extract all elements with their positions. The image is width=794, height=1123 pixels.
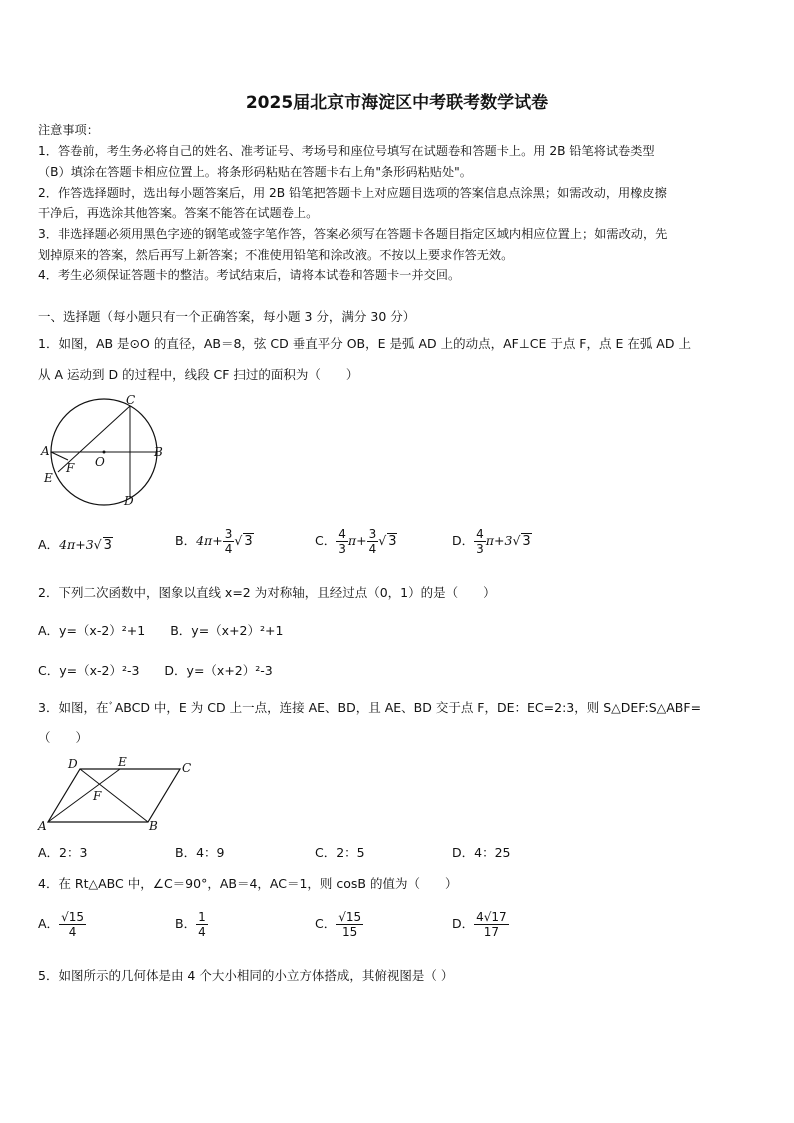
q3-option-c[interactable]: C．2：5	[315, 845, 365, 860]
radicand: 3	[103, 538, 112, 553]
q4-option-a[interactable]	[38, 910, 86, 939]
q3-label-f: F	[93, 789, 102, 803]
q1-label-d: D	[124, 494, 134, 508]
option-text: π+3	[485, 533, 513, 548]
option-text: 4π+3	[59, 537, 94, 552]
numerator: 4√17	[476, 910, 507, 924]
sqrt-symbol: √	[378, 533, 387, 548]
numerator: 1	[198, 910, 206, 924]
fraction	[336, 910, 363, 939]
numerator: √15	[61, 910, 84, 924]
q2-options-row2[interactable]: C．y=（x-2）²-3 D．y=（x+2）²-3	[38, 663, 273, 678]
q3-label-e: E	[118, 755, 127, 769]
numerator: 3	[368, 527, 377, 541]
q1-label-c: C	[126, 393, 136, 407]
denominator: 4	[68, 925, 77, 939]
fraction	[336, 527, 348, 556]
q3-option-a[interactable]: A．2：3	[38, 845, 88, 860]
denominator: 15	[342, 925, 358, 939]
q1-option-d[interactable]	[452, 527, 532, 556]
radicand: 3	[522, 534, 531, 549]
q1-label-b: B	[154, 445, 163, 459]
fraction	[223, 527, 235, 556]
numerator: 4	[338, 527, 346, 541]
notes-heading: 注意事项：	[38, 123, 99, 137]
note-line: 2．作答选择题时，选出每小题答案后，用 2B 铅笔把答题卡上对应题目选项的答案信息点涂黑；如需改动，用橡皮擦	[38, 186, 667, 200]
option-letter: A．	[38, 916, 60, 931]
q1-label-o: O	[95, 455, 105, 469]
q1-circle-figure	[36, 392, 176, 512]
option-letter: B．	[175, 916, 197, 931]
fraction	[474, 527, 486, 556]
q4-stem: 4．在 Rt△ABC 中，∠C＝90°，AB＝4，AC＝1，则 cosB 的值为（ ）	[38, 876, 458, 891]
denominator: 3	[476, 542, 484, 556]
radicand: 3	[244, 534, 253, 549]
q1-option-b[interactable]	[175, 527, 254, 556]
option-letter: D．	[452, 916, 475, 931]
note-line: 干净后，再选涂其他答案。答案不能答在试题卷上。	[38, 206, 319, 220]
q3-option-d[interactable]: D．4：25	[452, 845, 511, 860]
option-letter: D．	[452, 533, 475, 548]
option-letter: B．	[175, 533, 197, 548]
denominator: 4	[368, 542, 377, 556]
q1-label-f: F	[66, 461, 75, 475]
q3-label-d: D	[68, 757, 78, 771]
q1-stem-line2: 从 A 运动到 D 的过程中，线段 CF 扫过的面积为（ ）	[38, 367, 359, 382]
option-text: 4π+	[196, 533, 223, 548]
q1-label-a: A	[41, 444, 50, 458]
denominator: 4	[224, 542, 233, 556]
sqrt-symbol: √	[93, 537, 102, 552]
q3-stem: 3．如图，在ﾞABCD 中，E 为 CD 上一点，连接 AE、BD，且 AE、BD 交于点 F，DE：EC=2:3，则 S△DEF:S△ABF=	[38, 700, 702, 715]
denominator: 3	[338, 542, 346, 556]
note-line: 划掉原来的答案，然后再写上新答案；不准使用铅笔和涂改液。不按以上要求作答无效。	[38, 248, 514, 262]
q1-option-a[interactable]	[38, 535, 113, 553]
q2-stem: 2．下列二次函数中，图象以直线 x=2 为对称轴，且经过点（0，1）的是（ ）	[38, 585, 496, 600]
note-line: 4．考生必须保证答题卡的整洁。考试结束后，请将本试卷和答题卡一并交回。	[38, 268, 461, 282]
fraction	[474, 910, 509, 939]
section-heading: 一、选择题（每小题只有一个正确答案，每小题 3 分，满分 30 分）	[38, 309, 416, 324]
q5-stem: 5．如图所示的几何体是由 4 个大小相同的小立方体搭成，其俯视图是（ ）	[38, 968, 454, 983]
q1-label-e: E	[44, 471, 53, 485]
numerator: 4	[476, 527, 484, 541]
note-line: 1．答卷前，考生务必将自己的姓名、准考证号、考场号和座位号填写在试题卷和答题卡上。用 2B 铅笔将试卷类型	[38, 144, 655, 158]
denominator: 17	[483, 925, 500, 939]
q1-stem: 1．如图，AB 是⊙O 的直径，AB＝8，弦 CD 垂直平分 OB，E 是弧 AD 上的动点，AF⊥CE 于点 F，点 E 在弧 AD 上	[38, 336, 691, 351]
q3-parallelogram-figure	[36, 754, 196, 834]
option-letter: C．	[315, 916, 337, 931]
q3-label-b: B	[149, 819, 158, 833]
sqrt-symbol: √	[234, 533, 243, 548]
option-text: π+	[347, 533, 367, 548]
fraction	[196, 910, 208, 939]
option-letter: C．	[315, 533, 337, 548]
q4-option-d[interactable]	[452, 910, 509, 939]
note-line: （B）填涂在答题卡相应位置上。将条形码粘贴在答题卡右上角"条形码粘贴处"。	[38, 165, 472, 179]
q3-label-a: A	[38, 819, 47, 833]
q4-option-c[interactable]	[315, 910, 363, 939]
radicand: 3	[388, 534, 397, 549]
q3-stem-line2: （ ）	[38, 730, 89, 745]
q3-option-b[interactable]: B．4：9	[175, 845, 225, 860]
fraction	[59, 910, 86, 939]
q4-option-b[interactable]	[175, 910, 208, 939]
q2-options-row1[interactable]: A．y=（x-2）²+1 B．y=（x+2）²+1	[38, 623, 284, 638]
page-title: 2025届北京市海淀区中考联考数学试卷	[245, 93, 549, 113]
note-line: 3．非选择题必须用黑色字迹的钢笔或签字笔作答，答案必须写在答题卡各题目指定区域内相应位置上；如需改动，先	[38, 227, 668, 241]
q3-label-c: C	[182, 761, 192, 775]
numerator: 3	[224, 527, 233, 541]
fraction	[367, 527, 379, 556]
sqrt-symbol: √	[512, 533, 521, 548]
numerator: √15	[338, 910, 362, 924]
denominator: 4	[198, 925, 206, 939]
option-letter: A．	[38, 537, 60, 552]
q1-option-c[interactable]	[315, 527, 397, 556]
